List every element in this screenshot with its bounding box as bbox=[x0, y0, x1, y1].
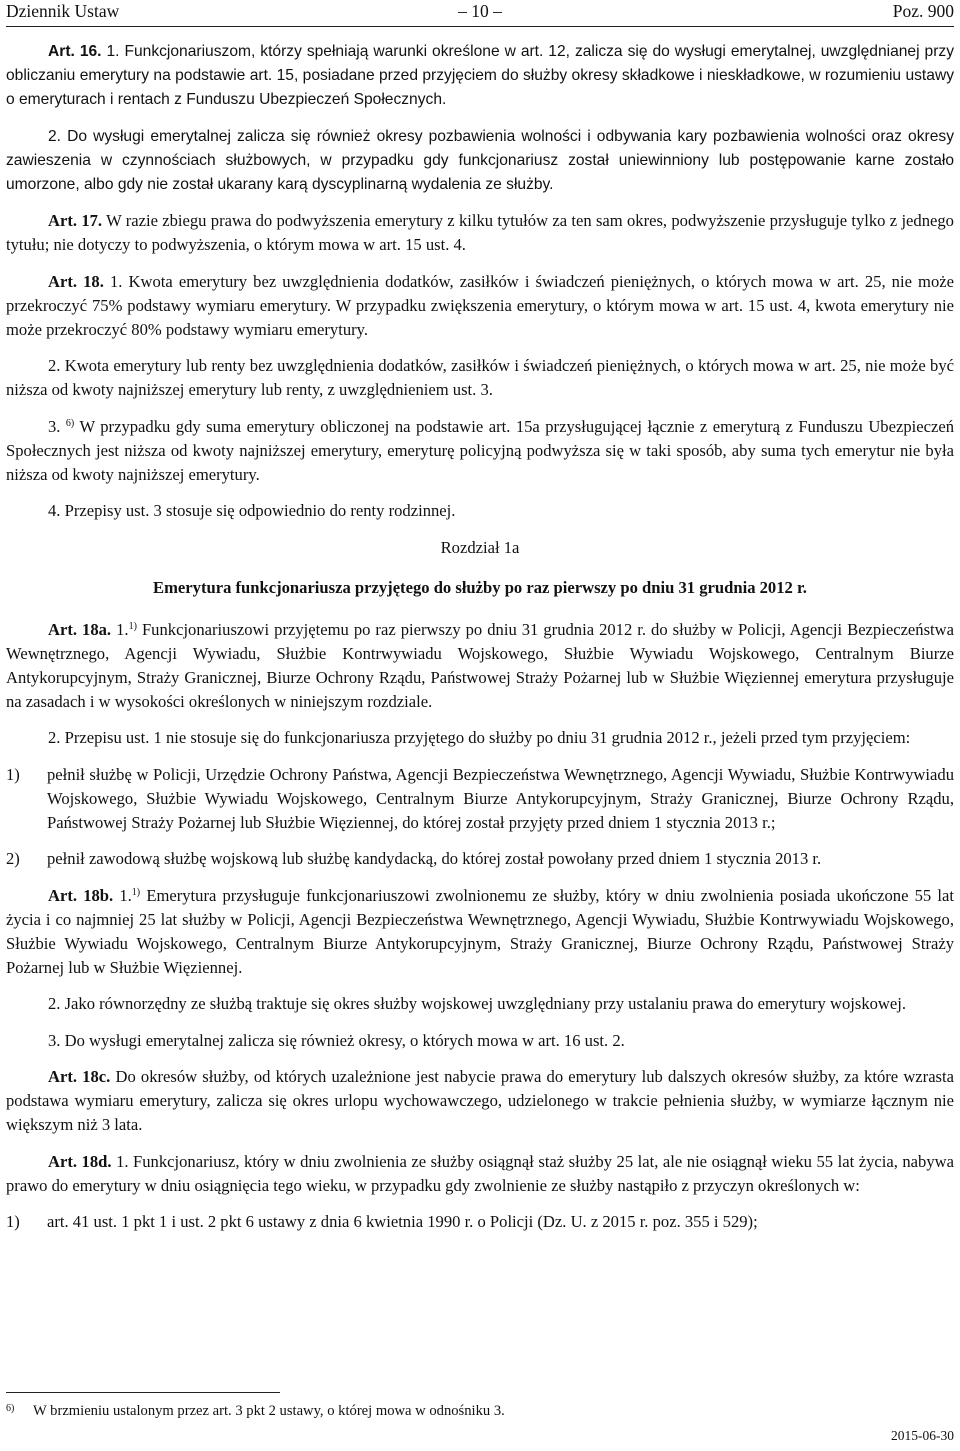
art18b-para1: Art. 18b. 1.$^{1)}$ Emerytura przysługuje funkcjonariuszowi zwolnionemu ze służby, który w dniu zwolnienia posiada ukończone 55 lat życia i co najmniej 25 lat służby w Policji, Agencji Bezpieczeństwa Wewnętrznego, Agencji Wywiadu, Służbie Kontrwywiadu Wojskowego, Służbie Wywiadu Wojskowego, Centralnym Biurze Antykorupcyjnym, Straży Granicznej, Biurze Ochrony Rządu, Państwowej Straży Pożarnej lub w Służbie Więziennej. bbox=[6, 885, 954, 977]
art16-para1: Art. 16. 1. Funkcjonariuszom, którzy spełniają warunki określone w art. 12, zalicza się do wysługi emerytalnej, uwzględnianej przy obliczaniu emerytury na podstawie art. 15, posiadane przed przyjęciem do służby okresy składkowe i nieskładkowe, w rozumieniu ustawy o emeryturach i rentach z Funduszu Ubezpieczeń Społecznych. bbox=[6, 43, 954, 108]
article-label: Art. 16. bbox=[48, 43, 102, 60]
document-body bbox=[6, 40, 954, 1247]
footnote-ref: 1) bbox=[131, 886, 141, 898]
article-label: Art. 17. bbox=[48, 211, 103, 230]
art18-para2: 2. Kwota emerytury lub renty bez uwzględnienia dodatków, zasiłków i świadczeń pieniężnych, o których mowa w art. 25, nie może być niższa od kwoty najniższej emerytury lub renty, z uwzględnieniem ust. 3. bbox=[6, 356, 954, 399]
article-label: Art. 18b. bbox=[48, 885, 114, 905]
chapter-title: Emerytura funkcjonariusza przyjętego do służby po raz pierwszy po dniu 31 grudnia 2012 r. bbox=[153, 577, 807, 597]
art18c: Art. 18c. Do okresów służby, od których uzależnione jest nabycie prawa do emerytury lub dalszych okresów służby, za które wzrasta podstawa wymiaru emerytury, zalicza się okres urlopu wychowawczego, udzielonego w trakcie pełnienia służby, w wymiarze łącznym nie większym niż 3 lata. bbox=[6, 1067, 954, 1134]
position-number: Poz. 900 bbox=[892, 1, 954, 21]
footnote-ref: 1) bbox=[128, 620, 137, 632]
art18d-para1: Art. 18d. 1. Funkcjonariusz, który w dniu zwolnienia ze służby osiągnął staż służby 25 lat, ale nie osiągnął wieku 55 lat życia, nabywa prawo do emerytury w dniu osiągnięcia tego wieku, w przypadku gdy zwolnienie ze służby nastąpiło z przyczyn określonych w: bbox=[6, 1151, 954, 1195]
publication-date: 2015-06-30 bbox=[891, 1428, 954, 1443]
art18-para4: 4. Przepisy ust. 3 stosuje się odpowiednio do renty rodzinnej. bbox=[48, 501, 456, 520]
page-number: – 10 – bbox=[458, 1, 502, 21]
chapter-label: Rozdział 1a bbox=[440, 537, 520, 557]
footnote-divider bbox=[6, 1392, 280, 1393]
journal-title: Dziennik Ustaw bbox=[6, 1, 120, 21]
list-item: 1) pełnił służbę w Policji, Urzędzie Ochrony Państwa, Agencji Bezpieczeństwa Wewnętrznego, Agencji Wywiadu, Służbie Kontrwywiadu Wojskowego, Służbie Wywiadu Wojskowego, Centralnym Biurze Antykorupcyjnym, Straży Granicznej, Biurze Ochrony Rządu, Państwowej Straży Pożarnej lub Służbie Więziennej, do której został przyjęty przed dniem 1 stycznia 2013 r.; bbox=[6, 764, 954, 832]
art18b-para2: 2. Jako równorzędny ze służbą traktuje się okres służby wojskowej uwzględniany przy ustalaniu prawa do emerytury wojskowej. bbox=[48, 994, 907, 1013]
footnote-mark: 6) bbox=[6, 1403, 15, 1414]
footnote bbox=[6, 1403, 505, 1420]
footnote-ref: 6) bbox=[65, 417, 75, 429]
art18-para1: Art. 18. 1. Kwota emerytury bez uwzględnienia dodatków, zasiłków i świadczeń pieniężnych, o których mowa w art. 25, nie może przekroczyć 75% podstawy wymiaru emerytury. W przypadku zwiększenia emerytury, o którym mowa w art. 15 ust. 4, kwota emerytury nie może przekroczyć 80% podstawy wymiaru emerytury. bbox=[6, 271, 954, 339]
art18b-para3: 3. Do wysługi emerytalnej zalicza się również okresy, o których mowa w art. 16 ust. 2. bbox=[48, 1030, 625, 1050]
page-header bbox=[6, 0, 954, 27]
footnote-text: W brzmieniu ustalonym przez art. 3 pkt 2 ustawy, o której mowa w odnośniku 3. bbox=[33, 1403, 505, 1419]
art18-para3: 3. $^{6)}$ W przypadku gdy suma emerytury obliczonej na podstawie art. 15a przysługującej łącznie z emeryturą z Funduszu Ubezpieczeń Społecznych jest niższa od kwoty najniższej emerytury, emeryturę policyjną podwyższa się w taki sposób, aby suma tych emerytur nie była niższa od kwoty najniższej emerytury. bbox=[6, 416, 954, 484]
list-item: 1) art. 41 ust. 1 pkt 1 i ust. 2 pkt 6 ustawy z dnia 6 kwietnia 1990 r. o Policji (Dz. U. z 2015 r. poz. 355 i 529); bbox=[6, 1212, 758, 1231]
list-item: 2) pełnił zawodową służbę wojskową lub służbę kandydacką, do której został powołany przed dniem 1 stycznia 2013 r. bbox=[6, 849, 822, 868]
art18a-para2: 2. Przepisu ust. 1 nie stosuje się do funkcjonariusza przyjętego do służby po dniu 31 grudnia 2012 r., jeżeli przed tym przyjęciem: bbox=[48, 728, 911, 747]
art18a-para1: Art. 18a. 1.$^{1)}$ Funkcjonariuszowi przyjętemu po raz pierwszy po dniu 31 grudnia 2012 r. do służby w Policji, Agencji Bezpieczeństwa Wewnętrznego, Agencji Wywiadu, Służbie Kontrwywiadu Wojskowego, Służbie Wywiadu Wojskowego, Centralnym Biurze Antykorupcyjnym, Straży Granicznej, Biurze Ochrony Rządu, Państwowej Straży Pożarnej lub w Służbie Więziennej emerytura przysługuje na zasadach i w wysokości określonych w niniejszym rozdziale. bbox=[6, 619, 955, 711]
article-label: Art. 18d. bbox=[48, 1151, 112, 1171]
art16-para2: 2. Do wysługi emerytalnej zalicza się również okresy pozbawienia wolności i odbywania kary pozbawienia wolności oraz okresy zawieszenia w czynnościach służbowych, w przypadku gdy funkcjonariusz został uniewinniony lub postępowanie karne zostało umorzone, albo gdy nie został ukarany karą dyscyplinarną wydalenia ze służby. bbox=[6, 127, 954, 193]
article-label: Art. 18. bbox=[48, 271, 104, 291]
article-label: Art. 18c. bbox=[48, 1067, 111, 1086]
article-label: Art. 18a. bbox=[48, 619, 112, 639]
art17: Art. 17. W razie zbiegu prawa do podwyższenia emerytury z kilku tytułów za ten sam okres, podwyższenie przysługuje tylko z jednego tytułu; nie dotyczy to podwyższenia, o którym mowa w art. 15 ust. 4. bbox=[6, 211, 954, 254]
